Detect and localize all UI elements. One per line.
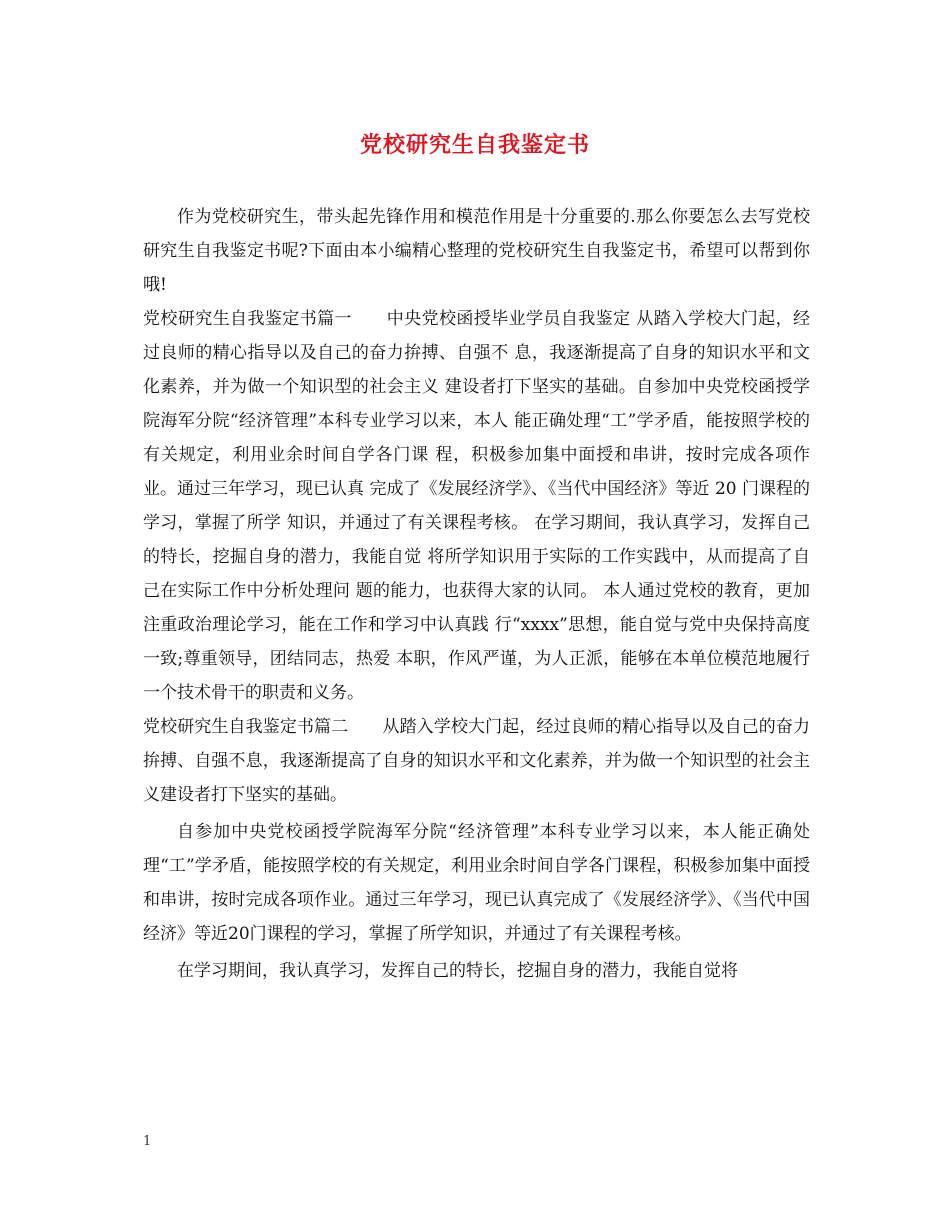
- learning-period-paragraph: 在学习期间，我认真学习，发挥自己的特长，挖掘自身的潜力，我能自觉将: [177, 961, 738, 981]
- section-two-paragraph: 党校研究生自我鉴定书篇二 从踏入学校大门起，经过良师的精心指导以及自己的奋力拚搏、自强不息，我逐渐提高了自身的知识水平和文化素养，并为做一个知识型的社会主义建设者打下坚实的基础。: [143, 717, 810, 805]
- study-paragraph: 自参加中央党校函授学院海军分院“经济管理”本科专业学习以来，本人能正确处理“工”学矛盾，能按照学校的有关规定，利用业余时间自学各门课程，积极参加集中面授和串讲，按时完成各项作业。通过三年学习，现已认真完成了《发展经济学》、《当代中国经济》等近20门课程的学习，掌握了所学知识，并通过了有关课程考核。: [143, 822, 810, 944]
- document-body: [143, 200, 810, 988]
- page-number: 1: [143, 1134, 152, 1149]
- section-one-paragraph: 党校研究生自我鉴定书篇一 中央党校函授毕业学员自我鉴定 从踏入学校大门起，经过良师的精心指导以及自己的奋力拚搏、自强不 息，我逐渐提高了自身的知识水平和文化素养，并为做一个知识型的社会主义 建设者打下坚实的基础。自参加中央党校函授学院海军分院“经济管理”本科专业学习以来，本人 能正确处理“工”学矛盾，能按照学校的有关规定，利用业余时间自学各门课 程，积极参加集中面授和串讲，按时完成各项作业。通过三年学习，现已认真 完成了《发展经济学》、《当代中国经济》等近 20 门课程的学习，掌握了所学 知识，并通过了有关课程考核。 在学习期间，我认真学习，发挥自己的特长，挖掘自身的潜力，我能自觉 将所学知识用于实际的工作实践中，从而提高了自己在实际工作中分析处理问 题的能力，也获得大家的认同。 本人通过党校的教育，更加注重政治理论学习，能在工作和学习中认真践 行“xxxx”思想，能自觉与党中央保持高度一致;尊重领导，团结同志，热爱 本职，作风严谨，为人正派，能够在本单位模范地履行一个技术骨干的职责和义务。: [143, 309, 810, 703]
- intro-paragraph: 作为党校研究生，带头起先锋作用和模范作用是十分重要的.那么你要怎么去写党校研究生自我鉴定书呢?下面由本小编精心整理的党校研究生自我鉴定书，希望可以帮到你哦!: [143, 207, 810, 295]
- document-title: 党校研究生自我鉴定书: [359, 132, 590, 158]
